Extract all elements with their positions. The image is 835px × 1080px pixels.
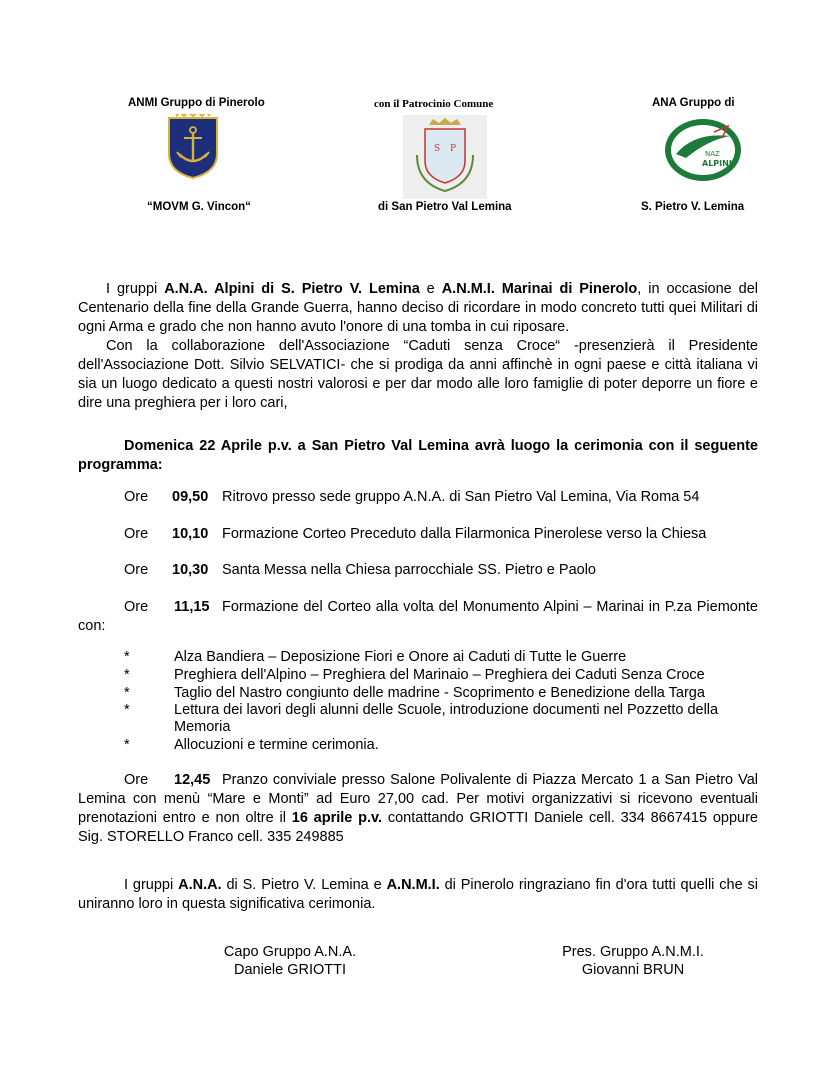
header-left-bottom: “MOVM G. Vincon“ [147,201,251,213]
schedule-label: Ore [124,526,149,542]
list-item-text: Preghiera dell'Alpino – Preghiera del Marinaio – Preghiera dei Caduti Senza Croce [174,667,705,683]
schedule-text: Santa Messa nella Chiesa parrocchiale SS. Pietro e Paolo [222,562,596,578]
closing-text: I gruppi [124,877,179,893]
schedule-label: Ore [124,489,149,505]
anmi-group-name: A.N.M.I. Marinai di Pinerolo [441,281,638,297]
bullet-marker: * [124,667,130,683]
schedule-text: Ritrovo presso sede gruppo A.N.A. di San Pietro Val Lemina, Via Roma 54 [222,489,700,505]
ana-abbrev: A.N.A. [178,877,222,893]
closing-paragraph [78,876,758,914]
schedule-item [124,562,596,578]
ana-logo-icon [664,118,742,182]
signature-role: Pres. Gruppo A.N.M.I. [562,944,704,960]
list-item-text: Alza Bandiera – Deposizione Fiori e Onore ai Caduti di Tutte le Guerre [174,649,627,665]
bullet-marker: * [124,649,130,665]
intro-text: e [419,281,442,297]
schedule-item-corteo [78,598,758,636]
signature-name: Daniele GRIOTTI [234,962,346,978]
schedule-time: 12,45 [174,772,211,788]
closing-text: di S. Pietro V. Lemina e [221,877,387,893]
list-item-text: Allocuzioni e termine cerimonia. [174,737,379,753]
closing-text: di Pinerolo ringraziano fin d'ora tutti quelli che si uniranno loro in questa significativa cerimonia. [78,877,758,912]
svg-text:ALPINI: ALPINI [702,159,732,168]
lunch-text: contattando GRIOTTI Daniele cell. 334 8667415 oppure Sig. STORELLO Franco cell. 335 249885 [78,810,758,845]
anmi-abbrev: A.N.M.I. [386,877,440,893]
schedule-label: Ore [124,599,149,615]
intro-paragraph-1 [78,280,758,337]
list-item-text: Lettura dei lavori degli alunni delle Scuole, introduzione documenti nel Pozzetto della Memoria [174,702,719,735]
schedule-time: 10,30 [172,562,209,578]
schedule-text: Formazione Corteo Preceduto dalla Filarmonica Pinerolese verso la Chiesa [222,526,707,542]
schedule-label: Ore [124,772,149,788]
intro-text: , in occasione del Centenario della fine della Grande Guerra, hanno deciso di ricordare in modo concreto tutti quei Militari di ogni Arma e grado che non hanno avuto l'onore di una tomba in cui riposare. [78,281,759,335]
signature-anmi [548,943,718,979]
schedule-text: Formazione del Corteo alla volta del Monumento Alpini – Marinai in P.za Piemonte con: [78,599,758,634]
signature-name: Giovanni BRUN [581,962,685,978]
schedule-time: 09,50 [172,489,209,505]
schedule-item [124,526,706,542]
header-right-bottom: S. Pietro V. Lemina [641,201,745,213]
header-left-top: ANMI Gruppo di Pinerolo [128,97,265,109]
signature-role: Capo Gruppo A.N.A. [223,944,357,960]
ana-group-name: A.N.A. Alpini di S. Pietro V. Lemina [164,281,420,297]
bullet-marker: * [124,737,130,753]
signature-ana [210,943,370,979]
bullet-marker: * [124,685,130,701]
svg-text:NAZ: NAZ [705,150,720,158]
list-item-text: Taglio del Nastro congiunto delle madrine - Scoprimento e Benedizione della Targa [174,685,705,701]
schedule-time: 11,15 [174,599,210,615]
svg-text:S: S [434,144,441,154]
announcement [78,437,758,475]
header-right-top: ANA Gruppo di [652,97,735,109]
intro-paragraph-2 [78,337,758,413]
comune-crest-icon [403,115,487,199]
header-center-bottom: di San Pietro Val Lemina [378,201,512,213]
lunch-text: Pranzo conviviale presso Salone Polivalente di Piazza Mercato 1 a San Pietro Val Lemina con menù “Mare e Monti” ad Euro 27,00 cad. Per motivi organizzativi si ricevono eventuali prenotazioni entro e non oltre il [78,772,758,826]
announcement-text: Domenica 22 Aprile p.v. a San Pietro Val Lemina avrà luogo la cerimonia con il seguente programma: [78,438,758,473]
schedule-label: Ore [124,562,149,578]
intro-text: I gruppi [106,281,165,297]
bullet-marker: * [124,702,130,718]
intro-text: Con la collaborazione dell'Associazione “Caduti senza Croce“ -presenzierà il Presidente dell'Associazione Dott. Silvio SELVATICI- che si prodiga da anni affinchè in ogni paese e città italiana vi sia un luogo dedicato a questi nostri valorosi e per dar modo alle loro famiglie di poter deporre un fiore e dire una preghiera per i loro cari, [78,338,758,411]
header-center-top: con il Patrocinio Comune [374,98,494,110]
svg-text:P: P [450,144,457,154]
anmi-crest-icon [166,114,220,180]
schedule-item [124,489,699,505]
booking-deadline: 16 aprile p.v. [291,810,383,826]
lunch-paragraph [78,771,758,847]
schedule-time: 10,10 [172,526,209,542]
